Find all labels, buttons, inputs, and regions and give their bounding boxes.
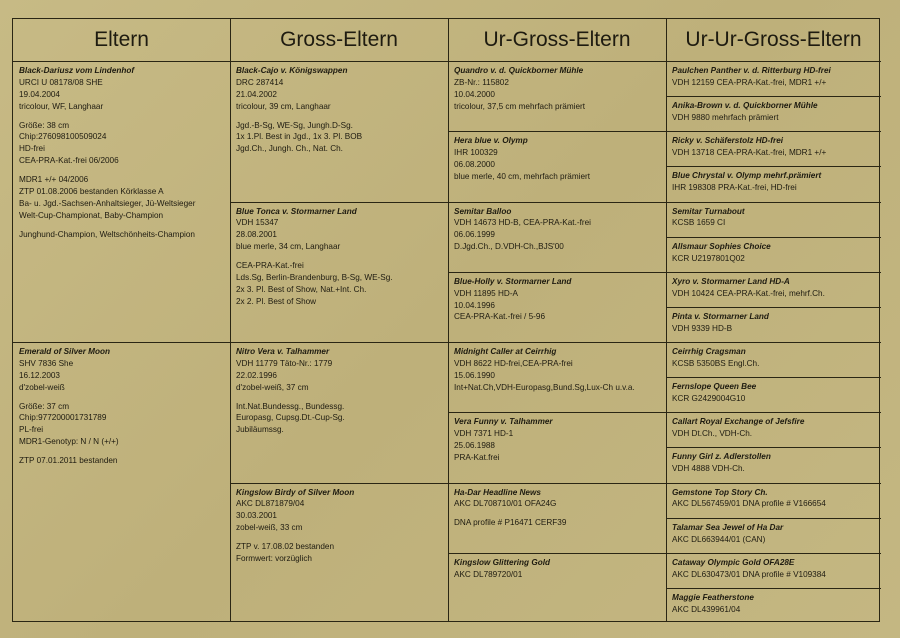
dog-name: Kingslow Glittering Gold (454, 557, 550, 567)
column-header-label: Ur-Gross-Eltern (483, 28, 631, 51)
spacer (19, 222, 224, 229)
dog-detail: CEA-PRA-Kat.-frei / 5-96 (454, 312, 545, 322)
dog-name: Emerald of Silver Moon (19, 347, 110, 356)
dog-detail: Größe: 37 cm (19, 401, 70, 411)
dog-name: Black-Dariusz vom Lindenhof (19, 66, 135, 75)
dog-name: Funny Girl z. Adlerstollen (672, 452, 771, 462)
dog-name: Paulchen Panther v. d. Ritterburg HD-frei (672, 66, 831, 75)
dog-detail: ZB-Nr.: 115802 (454, 77, 509, 87)
great-great-grandparent-cell (666, 131, 881, 166)
dog-detail: Chip:977200001731789 (19, 413, 107, 423)
dog-detail: blue merle, 34 cm, Langhaar (236, 242, 341, 252)
dog-name: Kingslow Birdy of Silver Moon (236, 487, 355, 497)
dog-detail: PL-frei (19, 425, 44, 435)
dog-detail: PRA-Kat.frei (454, 452, 500, 462)
great-great-grandparent-cell (666, 272, 881, 307)
great-grandparent-cell (448, 131, 666, 201)
dog-detail: Jgd.Ch., Jungh. Ch., Nat. Ch. (236, 144, 343, 154)
dog-detail: URCI U 08178/08 SHE (19, 77, 103, 87)
dog-detail: Jubiläumssg. (236, 425, 284, 435)
dog-name: Fernslope Queen Bee (672, 382, 757, 392)
spacer (236, 534, 442, 541)
great-great-grandparent-cell (666, 518, 881, 553)
great-great-grandparent-cell (666, 202, 881, 237)
dog-detail: d'zobel-weiß (19, 382, 65, 392)
dog-detail: SHV 7836 She (19, 358, 74, 368)
spacer (236, 394, 442, 401)
dog-name: Allsmaur Sophies Choice (672, 241, 771, 251)
dog-detail: IHR 198308 PRA-Kat.-frei, HD-frei (672, 183, 797, 193)
dog-name: Gemstone Top Story Ch. (672, 487, 768, 497)
dog-detail: ZTP 07.01.2011 bestanden (19, 456, 118, 466)
dog-detail: AKC DL789720/01 (454, 569, 523, 579)
dog-detail: CEA-PRA-Kat.-frei (236, 261, 304, 271)
dog-detail: 1x 1.Pl. Best in Jgd., 1x 3. Pl. BOB (236, 132, 363, 142)
column-header (13, 19, 230, 61)
dog-detail: tricolour, 39 cm, Langhaar (236, 101, 331, 111)
spacer (236, 113, 442, 120)
great-great-grandparent-cell (666, 342, 881, 377)
dog-name: Semitar Turnabout (672, 206, 745, 216)
dog-name: Pinta v. Stormarner Land (672, 311, 769, 321)
dog-detail: VDH 4888 VDH-Ch. (672, 464, 745, 474)
spacer (19, 394, 224, 401)
dog-detail: tricolour, WF, Langhaar (19, 101, 104, 111)
pedigree-table (12, 18, 880, 622)
dog-detail: AKC DL630473/01 DNA profile # V109384 (672, 569, 826, 579)
dog-name: Xyro v. Stormarner Land HD-A (672, 276, 790, 286)
spacer (19, 448, 224, 455)
dog-detail: zobel-weiß, 33 cm (236, 523, 303, 533)
dog-detail: D.Jgd.Ch., D.VDH-Ch.,BJS'00 (454, 242, 564, 252)
great-great-grandparent-cell (666, 307, 881, 342)
dog-detail: DRC 287414 (236, 77, 284, 87)
dog-detail: VDH 11779 Täto-Nr.: 1779 (236, 358, 333, 368)
grandparent-cell (230, 202, 448, 343)
spacer (19, 113, 224, 120)
dog-detail: 19.04.2004 (19, 89, 60, 99)
dog-detail: Welt-Cup-Championat, Baby-Champion (19, 210, 164, 220)
great-great-grandparent-cell (666, 166, 881, 201)
dog-name: Anika-Brown v. d. Quickborner Mühle (672, 101, 818, 111)
dog-detail: 16.12.2003 (19, 370, 60, 380)
dog-detail: 10.04.1996 (454, 300, 495, 310)
column-header (666, 19, 881, 61)
dog-detail: VDH Dt.Ch., VDH-Ch. (672, 429, 753, 439)
dog-detail: VDH 12159 CEA-PRA-Kat.-frei, MDR1 +/+ (672, 77, 827, 87)
dog-detail: 21.04.2002 (236, 89, 277, 99)
dog-detail: KCSB 1659 CI (672, 218, 726, 228)
dog-name: Ricky v. Schäferstolz HD-frei (672, 136, 784, 146)
great-great-grandparent-cell (666, 447, 881, 482)
dog-detail: Chip:276098100509024 (19, 132, 107, 142)
dog-detail: MDR1 +/+ 04/2006 (19, 175, 89, 185)
dog-name: Vera Funny v. Talhammer (454, 417, 553, 427)
grandparent-cell (230, 483, 448, 624)
dog-detail: KCR U2197801Q02 (672, 253, 745, 263)
dog-detail: VDH 9880 mehrfach prämiert (672, 113, 779, 123)
dog-detail: CEA-PRA-Kat.-frei 06/2006 (19, 156, 119, 166)
dog-detail: VDH 13718 CEA-PRA-Kat.-frei, MDR1 +/+ (672, 148, 827, 158)
dog-detail: AKC DL708710/01 OFA24G (454, 499, 557, 509)
great-great-grandparent-cell (666, 237, 881, 272)
column-header-label: Gross-Eltern (280, 28, 398, 51)
dog-detail: VDH 15347 (236, 218, 279, 228)
dog-name: Maggie Featherstone (672, 592, 754, 602)
dog-detail: VDH 11895 HD-A (454, 288, 519, 298)
dog-detail: VDH 10424 CEA-PRA-Kat.-frei, mehrf.Ch. (672, 288, 825, 298)
dog-name: Hera blue v. Olymp (454, 136, 528, 146)
dog-detail: VDH 7371 HD-1 (454, 429, 514, 439)
dog-name: Callart Royal Exchange of Jefsfire (672, 417, 805, 427)
dog-name: Blue Chrystal v. Olymp mehrf.prämiert (672, 171, 822, 181)
great-grandparent-cell (448, 553, 666, 623)
dog-detail: 10.04.2000 (454, 89, 495, 99)
column-header (230, 19, 448, 61)
dog-detail: tricolour, 37,5 cm mehrfach prämiert (454, 101, 586, 111)
dog-detail: VDH 14673 HD-B, CEA-PRA-Kat.-frei (454, 218, 591, 228)
dog-name: Talamar Sea Jewel of Ha Dar (672, 522, 784, 532)
great-great-grandparent-cell (666, 377, 881, 412)
dog-detail: MDR1-Genotyp: N / N (+/+) (19, 437, 119, 447)
dog-detail: Int+Nat.Ch,VDH-Europasg,Bund.Sg,Lux-Ch u.v.a. (454, 382, 635, 392)
dog-name: Ceirrhig Cragsman (672, 347, 746, 356)
great-great-grandparent-cell (666, 61, 881, 96)
dog-detail: 2x 3. Pl. Best of Show, Nat.+Int. Ch. (236, 284, 367, 294)
dog-name: Semitar Balloo (454, 206, 512, 216)
dog-name: Cataway Olympic Gold OFA28E (672, 557, 795, 567)
great-grandparent-cell (448, 483, 666, 553)
dog-detail: AKC DL871879/04 (236, 499, 305, 509)
great-grandparent-cell (448, 61, 666, 131)
column-header (448, 19, 666, 61)
dog-name: Ha-Dar Headline News (454, 487, 541, 497)
dog-name: Blue Tonca v. Stormarner Land (236, 206, 357, 216)
dog-detail: 28.08.2001 (236, 230, 277, 240)
dog-detail: d'zobel-weiß, 37 cm (236, 382, 309, 392)
dog-name: Quandro v. d. Quickborner Mühle (454, 66, 584, 75)
spacer (19, 167, 224, 174)
dog-detail: AKC DL439961/04 (672, 604, 741, 614)
dog-detail: Europasg, Cupsg.Dt.-Cup-Sg. (236, 413, 345, 423)
dog-detail: Größe: 38 cm (19, 120, 70, 130)
great-great-grandparent-cell (666, 483, 881, 518)
dog-detail: DNA profile # P16471 CERF39 (454, 518, 567, 528)
dog-detail: KCSB 5350BS Engl.Ch. (672, 358, 760, 368)
great-grandparent-cell (448, 412, 666, 482)
dog-detail: AKC DL567459/01 DNA profile # V166654 (672, 499, 826, 509)
parent-cell (13, 61, 230, 342)
dog-name: Black-Cajo v. Königswappen (236, 66, 348, 75)
dog-detail: ZTP v. 17.08.02 bestanden (236, 542, 335, 552)
great-great-grandparent-cell (666, 553, 881, 588)
dog-detail: VDH 8622 HD-frei,CEA-PRA-frei (454, 358, 573, 368)
dog-detail: ZTP 01.08.2006 bestanden Körklasse A (19, 187, 164, 197)
dog-detail: 22.02.1996 (236, 370, 277, 380)
dog-detail: 30.03.2001 (236, 511, 277, 521)
dog-detail: Ba- u. Jgd.-Sachsen-Anhaltsieger, Jü-Weltsieger (19, 198, 196, 208)
dog-detail: IHR 100329 (454, 148, 498, 158)
dog-detail: blue merle, 40 cm, mehrfach prämiert (454, 171, 591, 181)
great-great-grandparent-cell (666, 96, 881, 131)
dog-detail: Formwert: vorzüglich (236, 553, 312, 563)
dog-detail: KCR G2429004G10 (672, 394, 746, 404)
dog-name: Nitro Vera v. Talhammer (236, 347, 330, 356)
column-header-label: Ur-Ur-Gross-Eltern (685, 28, 862, 51)
great-grandparent-cell (448, 272, 666, 342)
dog-detail: 06.06.1999 (454, 230, 495, 240)
dog-name: Midnight Caller at Ceirrhig (454, 347, 557, 356)
dog-detail: AKC DL663944/01 (CAN) (672, 534, 766, 544)
spacer (454, 510, 660, 517)
grandparent-cell (230, 342, 448, 483)
dog-detail: Jgd.-B-Sg, WE-Sg, Jungh.D-Sg. (236, 120, 353, 130)
dog-detail: HD-frei (19, 144, 45, 154)
spacer (236, 253, 442, 260)
column-header-label: Eltern (94, 28, 149, 51)
dog-name: Blue-Holly v. Stormarner Land (454, 276, 572, 286)
dog-detail: Int.Nat.Bundessg., Bundessg. (236, 401, 345, 411)
great-great-grandparent-cell (666, 412, 881, 447)
dog-detail: Lds.Sg, Berlin-Brandenburg, B-Sg, WE-Sg. (236, 272, 393, 282)
dog-detail: 15.06.1990 (454, 370, 495, 380)
parent-cell (13, 342, 230, 623)
dog-detail: VDH 9339 HD-B (672, 323, 733, 333)
dog-detail: 06.08.2000 (454, 160, 495, 170)
great-grandparent-cell (448, 202, 666, 272)
great-grandparent-cell (448, 342, 666, 412)
great-great-grandparent-cell (666, 588, 881, 623)
grandparent-cell (230, 61, 448, 202)
dog-detail: Junghund-Champion, Weltschönheits-Champion (19, 229, 195, 239)
dog-detail: 25.06.1988 (454, 441, 495, 451)
dog-detail: 2x 2. Pl. Best of Show (236, 296, 317, 306)
